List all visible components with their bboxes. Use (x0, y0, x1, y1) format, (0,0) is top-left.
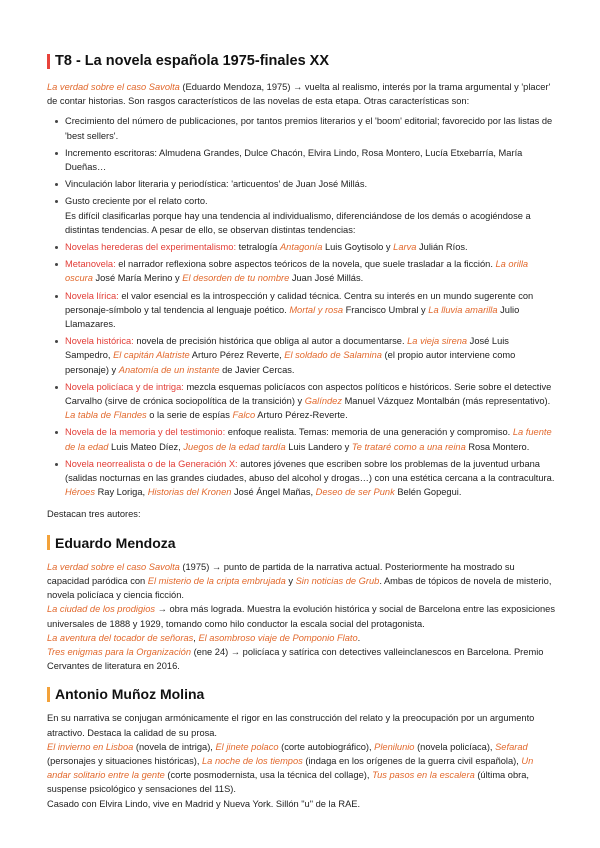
list-item: Vinculación labor literaria y periodística: 'articuentos' de Juan José Millás. (65, 177, 555, 191)
section-heading-mendoza: Eduardo Mendoza (47, 534, 555, 552)
list-item-lirica: Novela lírica: el valor esencial es la introspección y calidad técnica. Centra su interés en un mundo sugerente con personaje-símbolo y tal tendencia al lenguaje poético. Mortal y rosa Francisco Umbral y La lluvia amarilla Julio Llamazares. (65, 289, 555, 332)
mendoza-paragraph: Tres enigmas para la Organización (ene 24) → policíaca y satírica con detectives valleinclanescos en Barcelona. Premio Cervantes de literatura en 2016. (47, 646, 544, 672)
molina-paragraph: En su narrativa se conjugan armónicamente el rigor en las construcción del relato y la preocupación por un argumento atractivo. Destaca la calidad de su prosa. (47, 713, 535, 738)
section-heading-molina: Antonio Muñoz Molina (47, 685, 555, 703)
list-item-memoria: Novela de la memoria y del testimonio: enfoque realista. Temas: memoria de una generación y compromiso. La fuente de la edad Luis Mateo Díez, Juegos de la edad tardía Luis Landero y Te trataré como a una reina Rosa Montero. (65, 425, 555, 453)
list-item-neorrealista: Novela neorrealista o de la Generación X: autores jóvenes que escriben sobre los problemas de la juventud urbana (salidas nocturnas en las grandes ciudades, abuso del alcohol y drogas…) con una estética cercana a la contracultura. Héroes Ray Loriga, Historias del Kronen José Ángel Mañas, Deseo de ser Punk Belén Gopegui. (65, 457, 555, 500)
destacan-text: Destacan tres autores: (47, 509, 141, 520)
characteristics-list (47, 114, 555, 499)
document-page (47, 52, 555, 811)
intro-work-title: La verdad sobre el caso Savolta (47, 82, 180, 92)
list-item: Gusto creciente por el relato corto. Es difícil clasificarlas porque hay una tendencia al individualismo, diferenciándose de los demás o acogiéndose a distintas tendencias. A pesar de ello, se observan distintas tendencias: (65, 194, 555, 237)
heading-accent-bar (47, 687, 50, 702)
list-item: Crecimiento del número de publicaciones, por tantos premios literarios y el 'boom' editorial; favorecido por las listas de 'best sellers'. (65, 114, 555, 142)
list-item-metanovela: Metanovela: el narrador reflexiona sobre aspectos teóricos de la novela, que suele trasladar a la ficción. La orilla oscura José María Merino y El desorden de tu nombre Juan José Millás. (65, 257, 555, 285)
mendoza-paragraph: La ciudad de los prodigios → obra más lograda. Muestra la evolución histórica y social de Barcelona entre las exposiciones universales de 1888 y 1929, tomando como hilo conductor la escala social del protagonista. (47, 604, 556, 629)
molina-paragraph: Casado con Elvira Lindo, vive en Madrid y Nueva York. Sillón "u" de la RAE. (47, 798, 361, 809)
tendencias-intro: Es difícil clasificarlas porque hay una tendencia al individualismo, diferenciándose de los demás o acogiéndose a distintas tendencias. A pesar de ello, se observan distintas tendencias: (65, 210, 531, 235)
title-text: T8 - La novela española 1975-finales XX (55, 53, 329, 69)
molina-paragraph: El invierno en Lisboa (novela de intriga), El jinete polaco (corte autobiográfico), Plenilunio (novela policíaca), Sefarad (personajes y situaciones históricas), La noche de los tiempos (indaga en los orígenes de la guerra civil española), Un andar solitario entre la gente (corte posmodernista, usa la técnica del collage), Tus pasos en la escalera (última obra, suspense psicológico y sensaciones del 11S). (47, 741, 534, 795)
mendoza-paragraph: La verdad sobre el caso Savolta (1975) → punto de partida de la narrativa actual. Posteriormente ha mostrado su capacidad paródica con El misterio de la cripta embrujada y Sin noticias de Grub. Ambas de tópicos de novela de misterio, novela policíaca y ciencia ficción. (47, 561, 552, 601)
list-item-historica: Novela histórica: novela de precisión histórica que obliga al autor a documentarse. La vieja sirena José Luis Sampedro, El capitán Alatriste Arturo Pérez Reverte, El soldado de Salamina (el propio autor interviene como personaje) y Anatomía de un instante de Javier Cercas. (65, 334, 555, 377)
intro-paragraph: La verdad sobre el caso Savolta (Eduardo Mendoza, 1975) → vuelta al realismo, interés por la trama argumental y 'placer' de contar historias. Son rasgos característicos de las novelas de esta etapa. Otras características son: (47, 82, 551, 107)
list-item: Incremento escritoras: Almudena Grandes, Dulce Chacón, Elvira Lindo, Rosa Montero, Lucía Etxebarría, María Dueñas… (65, 146, 555, 174)
page-title (47, 52, 555, 70)
heading-accent-bar (47, 535, 50, 550)
list-item-experimentalismo: Novelas herederas del experimentalismo: tetralogía Antagonía Luis Goytisolo y Larva Julián Ríos. (65, 240, 555, 254)
mendoza-paragraph: La aventura del tocador de señoras, El asombroso viaje de Pomponio Flato. (47, 632, 361, 643)
list-item-policiaca: Novela policíaca y de intriga: mezcla esquemas policíacos con aspectos políticos e históricos. Serie sobre el detective Carvalho (sirve de crónica sociopolítica de la transición) y Galíndez Manuel Vázquez Montalbán (más representativo). La tabla de Flandes o la serie de espías Falco Arturo Pérez-Reverte. (65, 380, 555, 423)
title-accent-bar (47, 54, 50, 69)
